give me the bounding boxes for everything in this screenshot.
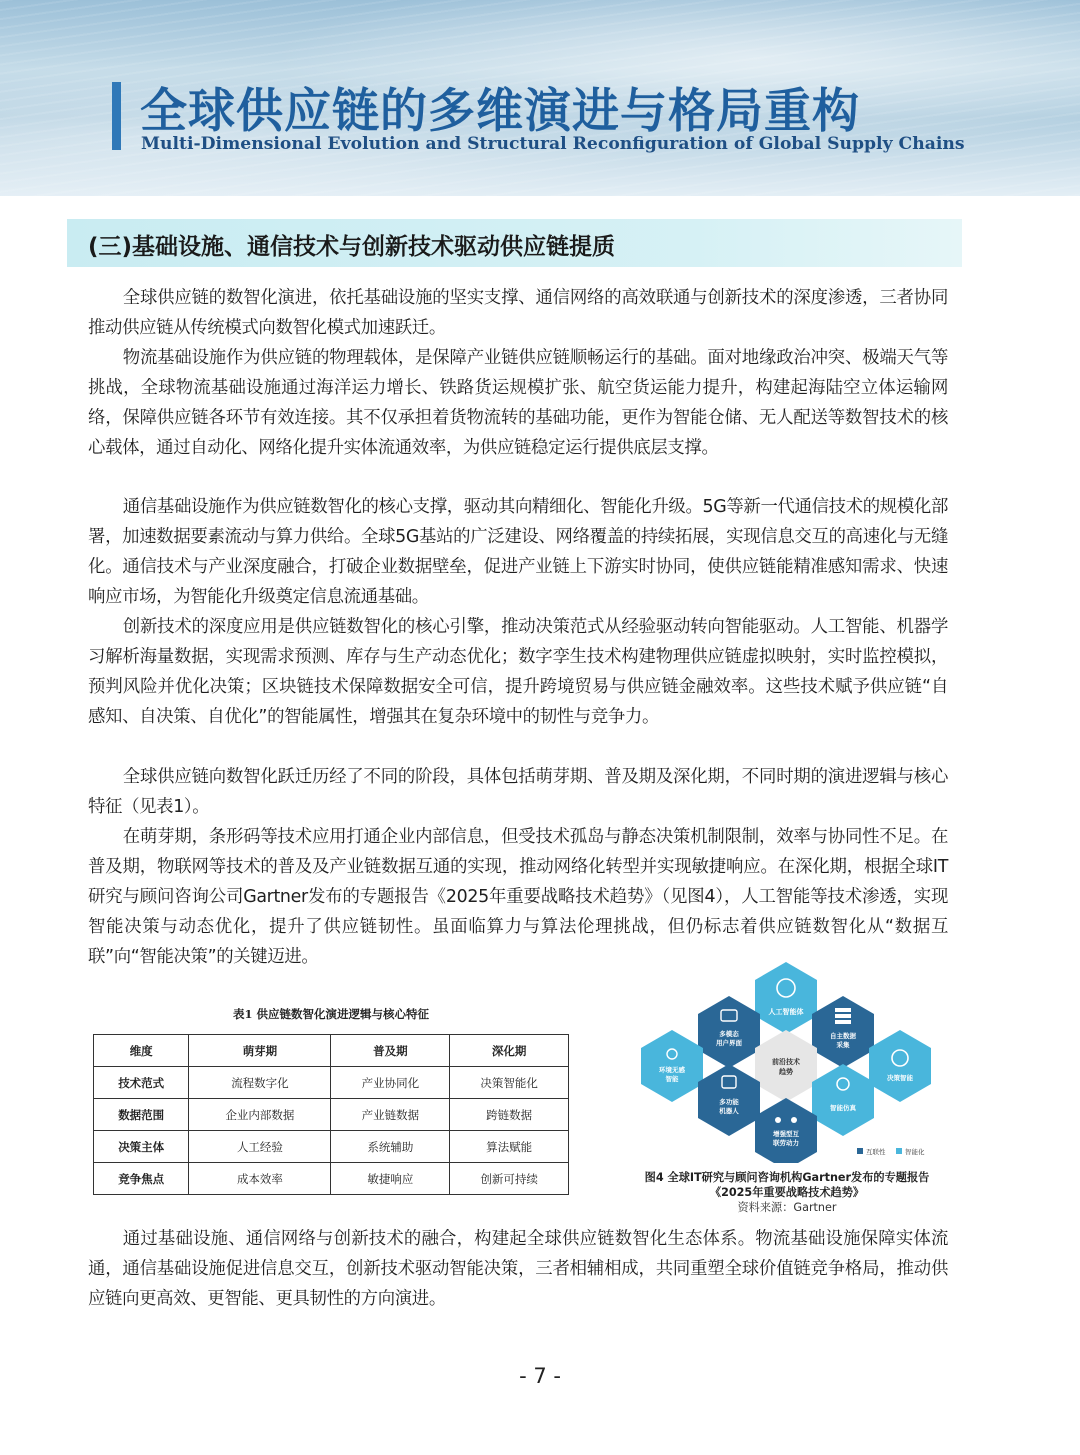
server-icon-2 bbox=[835, 1014, 851, 1018]
table-header-row bbox=[94, 1035, 569, 1067]
paragraph-4: 创新技术的深度应用是供应链数智化的核心引擎，推动决策范式从经验驱动转向智能驱动。人工智能、机器学习解析海量数据，实现需求预测、库存与生产动态优化；数字孪生技术构建物理供应链虚拟映射，实时监控模拟，预判风险并优化决策；区块链技术保障数据安全可信，提升跨境贸易与供应链金融效率。这些技术赋予供应链“自感知、自决策、自优化”的智能属性，增强其在复杂环境中的韧性与竞争力。 bbox=[88, 617, 948, 727]
figure-caption bbox=[620, 1170, 954, 1200]
server-icon-3 bbox=[835, 1020, 851, 1024]
table-cell: 成本效率 bbox=[189, 1163, 331, 1195]
hex-label: 决策智能 bbox=[887, 1074, 913, 1082]
page-title: 全球供应链的多维演进与格局重构 bbox=[140, 84, 860, 139]
gartner-hexagon-figure bbox=[628, 958, 946, 1163]
hex-label: 多功能 bbox=[719, 1098, 739, 1106]
paragraph-7: 通过基础设施、通信网络与创新技术的融合，构建起全球供应链数智化生态体系。物流基础设施保障实体流通，通信基础设施促进信息交互，创新技术驱动智能决策，三者相辅相成，共同重塑全球价值链竞争格局，推动供应链向更高效、更智能、更具韧性的方向演进。 bbox=[88, 1229, 948, 1309]
hex-label: 环境无感 bbox=[659, 1066, 685, 1074]
hex-shape-ai-agent bbox=[755, 962, 817, 1034]
table-header-cell: 深化期 bbox=[450, 1035, 569, 1067]
hex-label: 机器人 bbox=[719, 1107, 739, 1115]
header-banner bbox=[0, 0, 1080, 196]
server-icon bbox=[835, 1008, 851, 1012]
hex-multimodal bbox=[698, 996, 760, 1068]
table-cell: 流程数字化 bbox=[189, 1067, 331, 1099]
hex-ambient bbox=[641, 1030, 703, 1102]
center-label: 趋势 bbox=[779, 1068, 793, 1076]
table-cell: 决策智能化 bbox=[450, 1067, 569, 1099]
hex-label: 自主数据 bbox=[830, 1032, 856, 1040]
hex-simulation bbox=[812, 1064, 874, 1136]
people-icon-2 bbox=[791, 1117, 797, 1123]
table-header-cell: 普及期 bbox=[331, 1035, 450, 1067]
evolution-table bbox=[93, 1034, 569, 1195]
hex-label: 多模态 bbox=[719, 1030, 739, 1038]
table-row bbox=[94, 1067, 569, 1099]
table-cell: 敏捷响应 bbox=[331, 1163, 450, 1195]
table-row-header: 决策主体 bbox=[94, 1131, 189, 1163]
table-cell: 算法赋能 bbox=[450, 1131, 569, 1163]
table-cell: 创新可持续 bbox=[450, 1163, 569, 1195]
people-icon bbox=[775, 1117, 781, 1123]
legend-swatch-connectivity bbox=[857, 1148, 863, 1154]
legend-swatch-intelligence bbox=[896, 1148, 902, 1154]
legend-label: 互联性 bbox=[866, 1148, 886, 1156]
figure-legend bbox=[857, 1147, 925, 1156]
figure-caption-line-2: 《2025年重要战略技术趋势》 bbox=[709, 1186, 865, 1199]
table-row bbox=[94, 1163, 569, 1195]
page-number: - 7 - bbox=[519, 1364, 561, 1388]
hex-label: 增强型互 bbox=[773, 1130, 799, 1138]
table-row-header: 竞争焦点 bbox=[94, 1163, 189, 1195]
table-cell: 系统辅助 bbox=[331, 1131, 450, 1163]
table-row-header: 数据范围 bbox=[94, 1099, 189, 1131]
figure-caption-line-1: 图4 全球IT研究与顾问咨询机构Gartner发布的专题报告 bbox=[644, 1171, 930, 1184]
hex-label: 智能 bbox=[665, 1075, 679, 1083]
hex-center bbox=[755, 1030, 817, 1102]
paragraph-1: 全球供应链的数智化演进，依托基础设施的坚实支撑、通信网络的高效联通与创新技术的深度渗透，三者协同推动供应链从传统模式向数智化模式加速跃迁。 bbox=[88, 288, 948, 338]
hex-label: 用户界面 bbox=[716, 1039, 742, 1047]
hex-shape-center bbox=[755, 1030, 817, 1102]
table-row bbox=[94, 1131, 569, 1163]
hex-label: 采集 bbox=[836, 1041, 850, 1049]
section-heading-text: (三)基础设施、通信技术与创新技术驱动供应链提质 bbox=[88, 234, 616, 260]
hex-label: 智能仿真 bbox=[830, 1104, 856, 1112]
paragraph-6: 在萌芽期，条形码等技术应用打通企业内部信息，但受技术孤岛与静态决策机制限制，效率与协同性不足。在普及期，物联网等技术的普及及产业链数据互通的实现，推动网络化转型并实现敏捷响应。在深化期，根据全球IT研究与顾问咨询公司Gartner发布的专题报告《2025年重要战略技术趋势》（见图4），人工智能等技术渗透，实现智能决策与动态优化，提升了供应链韧性。虽面临算力与算法伦理挑战，但仍标志着供应链数智化从“数据互联”向“智能决策”的关键迈进。 bbox=[88, 827, 948, 967]
section-heading bbox=[67, 219, 962, 267]
table-header-cell: 萌芽期 bbox=[189, 1035, 331, 1067]
paragraph-3: 通信基础设施作为供应链数智化的核心支撑，驱动其向精细化、智能化升级。5G等新一代通信技术的规模化部署，加速数据要素流动与算力供给。全球5G基站的广泛建设、网络覆盖的持续拓展，实现信息交互的高速化与无缝化。通信技术与产业深度融合，打破企业数据壁垒，促进产业链上下游实时协同，使供应链能精准感知需求、快速响应市场，为智能化升级奠定信息流通基础。 bbox=[88, 497, 948, 607]
table-header-cell: 维度 bbox=[94, 1035, 189, 1067]
table-cell: 跨链数据 bbox=[450, 1099, 569, 1131]
table-cell: 企业内部数据 bbox=[189, 1099, 331, 1131]
table-row bbox=[94, 1099, 569, 1131]
table-cell: 产业链数据 bbox=[331, 1099, 450, 1131]
legend-label: 智能化 bbox=[905, 1148, 925, 1156]
center-label: 前沿技术 bbox=[772, 1058, 800, 1066]
hex-autonomous-data bbox=[812, 996, 874, 1068]
hex-workforce bbox=[755, 1098, 817, 1163]
table-row-header: 技术范式 bbox=[94, 1067, 189, 1099]
table-cell: 产业协同化 bbox=[331, 1067, 450, 1099]
title-accent-bar bbox=[112, 82, 121, 150]
hex-label: 人工智能体 bbox=[768, 1008, 804, 1016]
hex-ai-agent bbox=[755, 962, 817, 1034]
table-caption: 表1 供应链数智化演进逻辑与核心特征 bbox=[232, 1007, 429, 1021]
hex-robot bbox=[698, 1064, 760, 1136]
paragraph-2: 物流基础设施作为供应链的物理载体，是保障产业链供应链顺畅运行的基础。面对地缘政治冲突、极端天气等挑战，全球物流基础设施通过海洋运力增长、铁路货运规模扩张、航空货运能力提升，构建起海陆空立体运输网络，保障供应链各环节有效连接。其不仅承担着货物流转的基础功能，更作为智能仓储、无人配送等数智技术的核心载体，通过自动化、网络化提升实体流通效率，为供应链稳定运行提供底层支撑。 bbox=[88, 348, 948, 458]
figure-source: 资料来源：Gartner bbox=[737, 1201, 837, 1214]
hex-shape-simulation bbox=[812, 1064, 874, 1136]
hex-decision bbox=[869, 1030, 931, 1102]
page-subtitle-en: Multi-Dimensional Evolution and Structural Reconfiguration of Global Supply Chains bbox=[141, 134, 965, 154]
paragraph-5: 全球供应链向数智化跃迁历经了不同的阶段，具体包括萌芽期、普及期及深化期，不同时期的演进逻辑与核心特征（见表1）。 bbox=[88, 767, 948, 817]
table-cell: 人工经验 bbox=[189, 1131, 331, 1163]
hex-label: 联劳动力 bbox=[773, 1139, 799, 1147]
